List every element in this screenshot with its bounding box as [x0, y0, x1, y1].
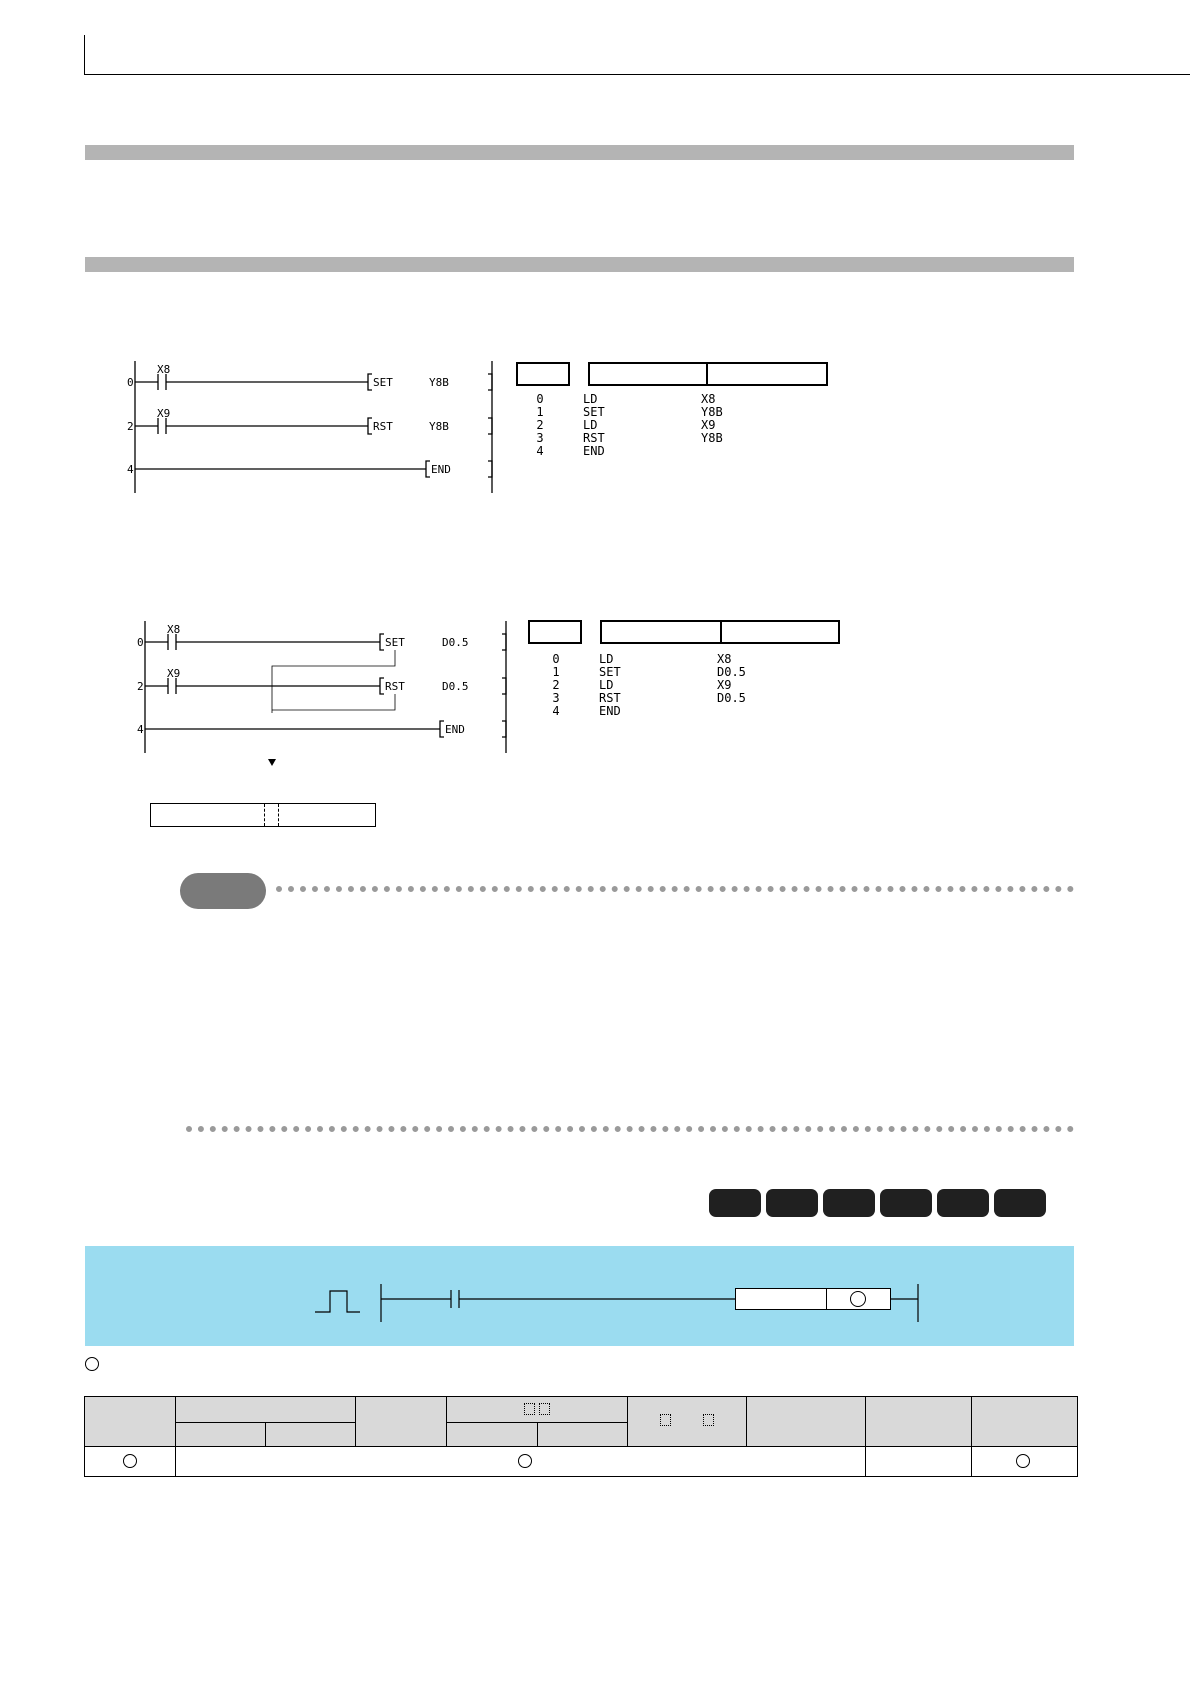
- cpu-badge: [880, 1189, 932, 1217]
- pulse-icon: [315, 1291, 360, 1312]
- coil-instruction: SET: [373, 376, 393, 389]
- ladder-diagram-1: [120, 350, 500, 498]
- contact-label: X8: [167, 623, 181, 636]
- listing-row: 3 RST Y8B: [536, 431, 723, 445]
- coil-device: Y8B: [429, 420, 449, 433]
- applicable-circle-icon: [123, 1454, 137, 1468]
- table-header-cell: [537, 1423, 627, 1447]
- step-number: 4: [127, 463, 134, 476]
- step-number: 2: [137, 680, 144, 693]
- contact-label: X9: [167, 667, 181, 680]
- cpu-badge: [823, 1189, 875, 1217]
- listing-row: 1 SET Y8B: [536, 405, 723, 419]
- point-badge-icon: [180, 873, 266, 909]
- header-horizontal-rule: [84, 74, 1190, 75]
- digit-placeholder-icon: [660, 1414, 671, 1426]
- step-number: 2: [127, 420, 134, 433]
- listing-header-device: [720, 620, 840, 644]
- bit-divider: [278, 804, 279, 826]
- arrow-down-icon: [268, 759, 276, 766]
- coil-instruction: SET: [385, 636, 405, 649]
- listing-header-step: [516, 362, 570, 386]
- section-bar-2: [85, 257, 1074, 272]
- listing-row: 2 LD X9: [536, 418, 716, 432]
- ladder-diagram-2: [130, 610, 520, 758]
- digit-placeholder-icon: [524, 1403, 535, 1415]
- coil-instruction: RST: [385, 680, 405, 693]
- contact-label: X8: [157, 363, 171, 376]
- listing-row: 1 SET D0.5: [552, 665, 746, 679]
- table-header-cell: [747, 1397, 866, 1447]
- table-cell: [866, 1447, 972, 1477]
- table-header-cell: [176, 1423, 266, 1447]
- cpu-badge: [994, 1189, 1046, 1217]
- dotted-divider-top: [276, 886, 1074, 892]
- cpu-badge: [709, 1189, 761, 1217]
- table-header-cell: [447, 1397, 628, 1423]
- table-header-cell: [356, 1397, 447, 1447]
- word-device-box: [150, 803, 376, 827]
- listing-row: 0 LD X8: [552, 652, 732, 666]
- step-number: 0: [137, 636, 144, 649]
- table-header-cell: [628, 1397, 747, 1447]
- applicable-circle-icon: [1016, 1454, 1030, 1468]
- instruction-symbol-band: [85, 1246, 1074, 1346]
- section-bar-1: [85, 145, 1074, 160]
- coil-device: D0.5: [442, 636, 469, 649]
- operand-circle-icon: [850, 1291, 866, 1307]
- coil-instruction: RST: [373, 420, 393, 433]
- step-number: 0: [127, 376, 134, 389]
- table-header-cell: [85, 1397, 176, 1447]
- coil-instruction: END: [431, 463, 451, 476]
- listing-header-instruction: [588, 362, 708, 386]
- listing-row: 4 END: [536, 444, 605, 458]
- header-vertical-rule: [84, 35, 85, 75]
- listing-row: 0 LD X8: [536, 392, 716, 406]
- table-cell: [972, 1447, 1078, 1477]
- listing-row: 3 RST D0.5: [552, 691, 746, 705]
- contact-label: X9: [157, 407, 171, 420]
- table-cell: [176, 1447, 866, 1477]
- applicable-circle-icon: [518, 1454, 532, 1468]
- listing-row: 4 END: [552, 704, 621, 718]
- instruction-box-divider: [826, 1289, 827, 1309]
- instruction-box: [735, 1288, 891, 1310]
- digit-placeholder-icon: [539, 1403, 550, 1415]
- digit-placeholder-icon: [703, 1414, 714, 1426]
- listing-header-step: [528, 620, 582, 644]
- listing-header-device: [706, 362, 828, 386]
- instruction-listing-2: [549, 653, 849, 718]
- dotted-divider-bottom: [186, 1126, 1074, 1132]
- device-table: [84, 1396, 1078, 1477]
- cpu-badge: [766, 1189, 818, 1217]
- table-header-cell: [866, 1397, 972, 1447]
- table-header-cell: [447, 1423, 537, 1447]
- table-cell: [85, 1447, 176, 1477]
- table-header-cell: [176, 1397, 356, 1423]
- cpu-badge: [937, 1189, 989, 1217]
- bit-divider: [264, 804, 265, 826]
- coil-instruction: END: [445, 723, 465, 736]
- operand-bullet-icon: [85, 1357, 99, 1371]
- step-number: 4: [137, 723, 144, 736]
- table-header-cell: [266, 1423, 356, 1447]
- listing-row: 2 LD X9: [552, 678, 732, 692]
- coil-device: Y8B: [429, 376, 449, 389]
- table-header-cell: [972, 1397, 1078, 1447]
- coil-device: D0.5: [442, 680, 469, 693]
- instruction-listing-1: [533, 393, 833, 458]
- listing-header-instruction: [600, 620, 722, 644]
